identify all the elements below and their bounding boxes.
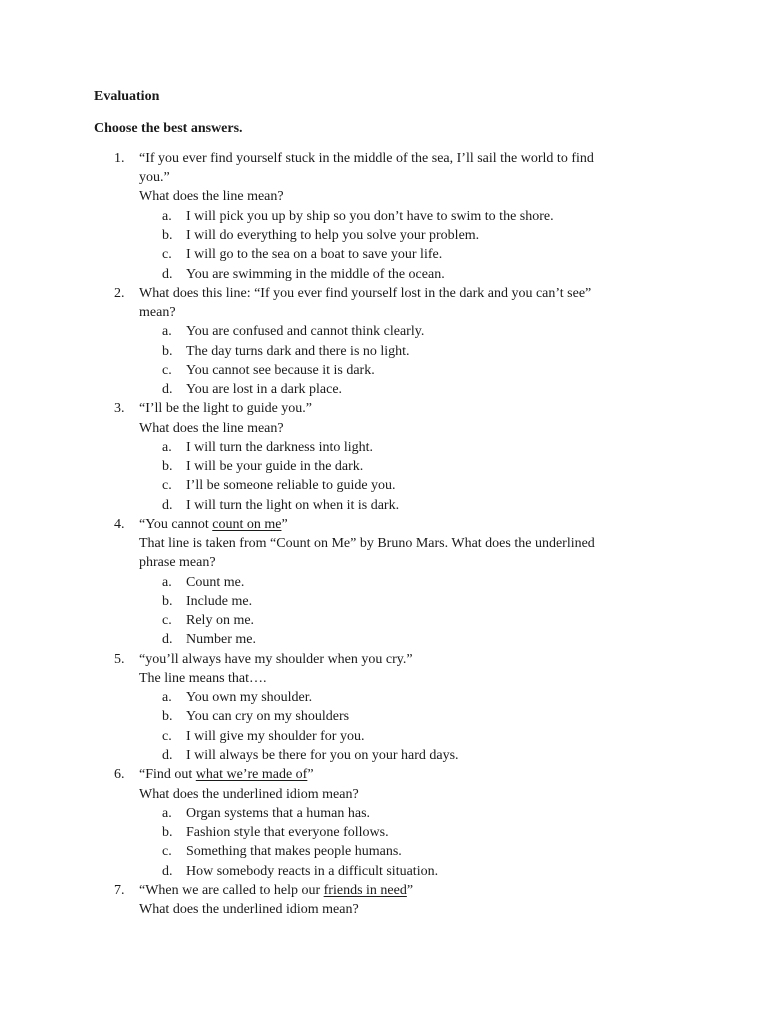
question-text-segment: What does this line: “If you ever find yourself lost in the dark and you can’t see” [139, 285, 592, 301]
question-text-segment: “You cannot [139, 516, 213, 532]
question-list [0, 149, 768, 919]
option-text: I will do everything to help you solve your problem. [186, 227, 480, 243]
question-number: 7. [114, 882, 125, 898]
answer-option [0, 688, 768, 707]
answer-option [0, 496, 768, 515]
question-text-segment: What does the underlined idiom mean? [139, 902, 359, 918]
option-letter: b. [162, 227, 173, 243]
question-text-segment: That line is taken from “Count on Me” by Bruno Mars. What does the underlined [139, 536, 595, 552]
question-number: 4. [114, 516, 125, 532]
option-letter: c. [162, 478, 172, 494]
page-title: Evaluation [94, 89, 160, 104]
answer-option [0, 207, 768, 226]
answer-option [0, 592, 768, 611]
option-text: Organ systems that a human has. [186, 805, 371, 821]
option-text: Include me. [186, 593, 253, 609]
answer-option [0, 265, 768, 284]
option-letter: c. [162, 362, 172, 378]
question-text-line [139, 534, 659, 553]
option-text: Something that makes people humans. [186, 844, 402, 860]
option-text: I will be your guide in the dark. [186, 459, 364, 475]
answer-option [0, 438, 768, 457]
question-text-segment: ” [307, 767, 314, 783]
question-text-segment: The line means that…. [139, 670, 267, 686]
question-text-line [139, 785, 659, 804]
question-number: 3. [114, 401, 125, 417]
option-text: I will pick you up by ship so you don’t have to swim to the shore. [186, 208, 554, 224]
question-text-segment: mean? [139, 305, 176, 320]
option-text: I will always be there for you on your hard days. [186, 748, 459, 764]
option-letter: d. [162, 382, 173, 398]
option-text: You own my shoulder. [186, 690, 313, 706]
question-item [0, 399, 768, 515]
option-text: I will turn the light on when it is dark. [186, 497, 400, 513]
question-text-line [139, 900, 659, 919]
option-letter: d. [162, 748, 173, 764]
question-text-segment: you.” [139, 170, 170, 186]
underlined-phrase: friends in need [323, 882, 407, 898]
question-text-line [139, 553, 659, 572]
option-letter: c. [162, 728, 172, 744]
option-letter: a. [162, 324, 172, 340]
answer-options [0, 573, 768, 650]
option-letter: b. [162, 709, 173, 725]
answer-option [0, 707, 768, 726]
option-text: How somebody reacts in a difficult situation. [186, 863, 439, 879]
question-number: 5. [114, 651, 125, 667]
option-letter: b. [162, 459, 173, 475]
option-text: You cannot see because it is dark. [186, 362, 375, 378]
option-letter: b. [162, 825, 173, 841]
option-text: I’ll be someone reliable to guide you. [186, 478, 396, 494]
option-letter: a. [162, 439, 172, 455]
instructions-heading: Choose the best answers. [94, 121, 243, 136]
option-letter: d. [162, 632, 173, 648]
option-letter: b. [162, 343, 173, 359]
question-text-line [139, 650, 659, 669]
answer-option [0, 245, 768, 264]
option-letter: c. [162, 844, 172, 860]
question-text-line [139, 399, 659, 418]
option-text: Fashion style that everyone follows. [186, 825, 389, 841]
answer-options [0, 688, 768, 765]
answer-option [0, 842, 768, 861]
answer-option [0, 804, 768, 823]
answer-option [0, 862, 768, 881]
answer-option [0, 573, 768, 592]
question-number: 2. [114, 285, 125, 301]
option-text: I will turn the darkness into light. [186, 439, 374, 455]
question-text-line [139, 765, 659, 784]
question-item [0, 149, 768, 284]
option-text: I will go to the sea on a boat to save your life. [186, 247, 443, 263]
answer-option [0, 611, 768, 630]
question-text-segment: “I’ll be the light to guide you.” [139, 401, 313, 417]
question-number: 1. [114, 151, 125, 166]
question-text-segment: “If you ever find yourself stuck in the middle of the sea, I’ll sail the world to find [139, 151, 594, 166]
question-text-segment: ” [281, 516, 288, 532]
option-letter: d. [162, 863, 173, 879]
question-item [0, 650, 768, 766]
answer-options [0, 804, 768, 881]
question-item [0, 284, 768, 400]
option-letter: a. [162, 574, 172, 590]
question-number: 6. [114, 767, 125, 783]
question-text-segment: “When we are called to help our [139, 882, 324, 898]
option-text: You are swimming in the middle of the ocean. [186, 266, 445, 282]
question-text-line [139, 303, 659, 322]
answer-option [0, 380, 768, 399]
answer-options [0, 207, 768, 284]
answer-option [0, 746, 768, 765]
option-letter: a. [162, 690, 172, 706]
underlined-phrase: count on me [212, 516, 282, 532]
underlined-phrase: what we’re made of [195, 767, 308, 783]
option-letter: d. [162, 266, 173, 282]
answer-option [0, 476, 768, 495]
option-text: You are lost in a dark place. [186, 382, 343, 398]
answer-option [0, 322, 768, 341]
question-text-line [139, 187, 659, 206]
option-text: You are confused and cannot think clearly. [186, 324, 425, 340]
option-text: Count me. [186, 574, 245, 590]
question-text-segment: phrase mean? [139, 555, 216, 571]
question-item [0, 765, 768, 881]
answer-option [0, 727, 768, 746]
question-text-line [139, 515, 659, 534]
question-text-segment: What does the underlined idiom mean? [139, 786, 359, 802]
option-letter: c. [162, 613, 172, 629]
question-text-line [139, 419, 659, 438]
answer-options [0, 322, 768, 399]
option-letter: d. [162, 497, 173, 513]
question-text-line [139, 669, 659, 688]
question-item [0, 515, 768, 650]
answer-option [0, 226, 768, 245]
answer-option [0, 361, 768, 380]
option-text: Rely on me. [186, 613, 255, 629]
option-text: I will give my shoulder for you. [186, 728, 365, 744]
option-letter: a. [162, 208, 172, 224]
question-text-segment: What does the line mean? [139, 420, 284, 436]
question-text-segment: “you’ll always have my shoulder when you cry.” [139, 651, 413, 667]
answer-option [0, 457, 768, 476]
option-text: The day turns dark and there is no light. [186, 343, 410, 359]
option-text: You can cry on my shoulders [186, 709, 350, 725]
question-text-segment: What does the line mean? [139, 189, 284, 205]
question-text-segment: ” [406, 882, 414, 898]
option-letter: c. [162, 247, 172, 263]
question-text-line [139, 149, 659, 168]
question-text-segment: “Find out [139, 767, 196, 783]
answer-option [0, 342, 768, 361]
option-text: Number me. [186, 632, 256, 648]
answer-options [0, 438, 768, 515]
answer-option [0, 630, 768, 649]
question-text-line [139, 168, 659, 187]
question-item [0, 881, 768, 919]
question-text-line [139, 284, 659, 303]
answer-option [0, 823, 768, 842]
option-letter: b. [162, 593, 173, 609]
option-letter: a. [162, 805, 172, 821]
question-text-line [139, 881, 659, 900]
